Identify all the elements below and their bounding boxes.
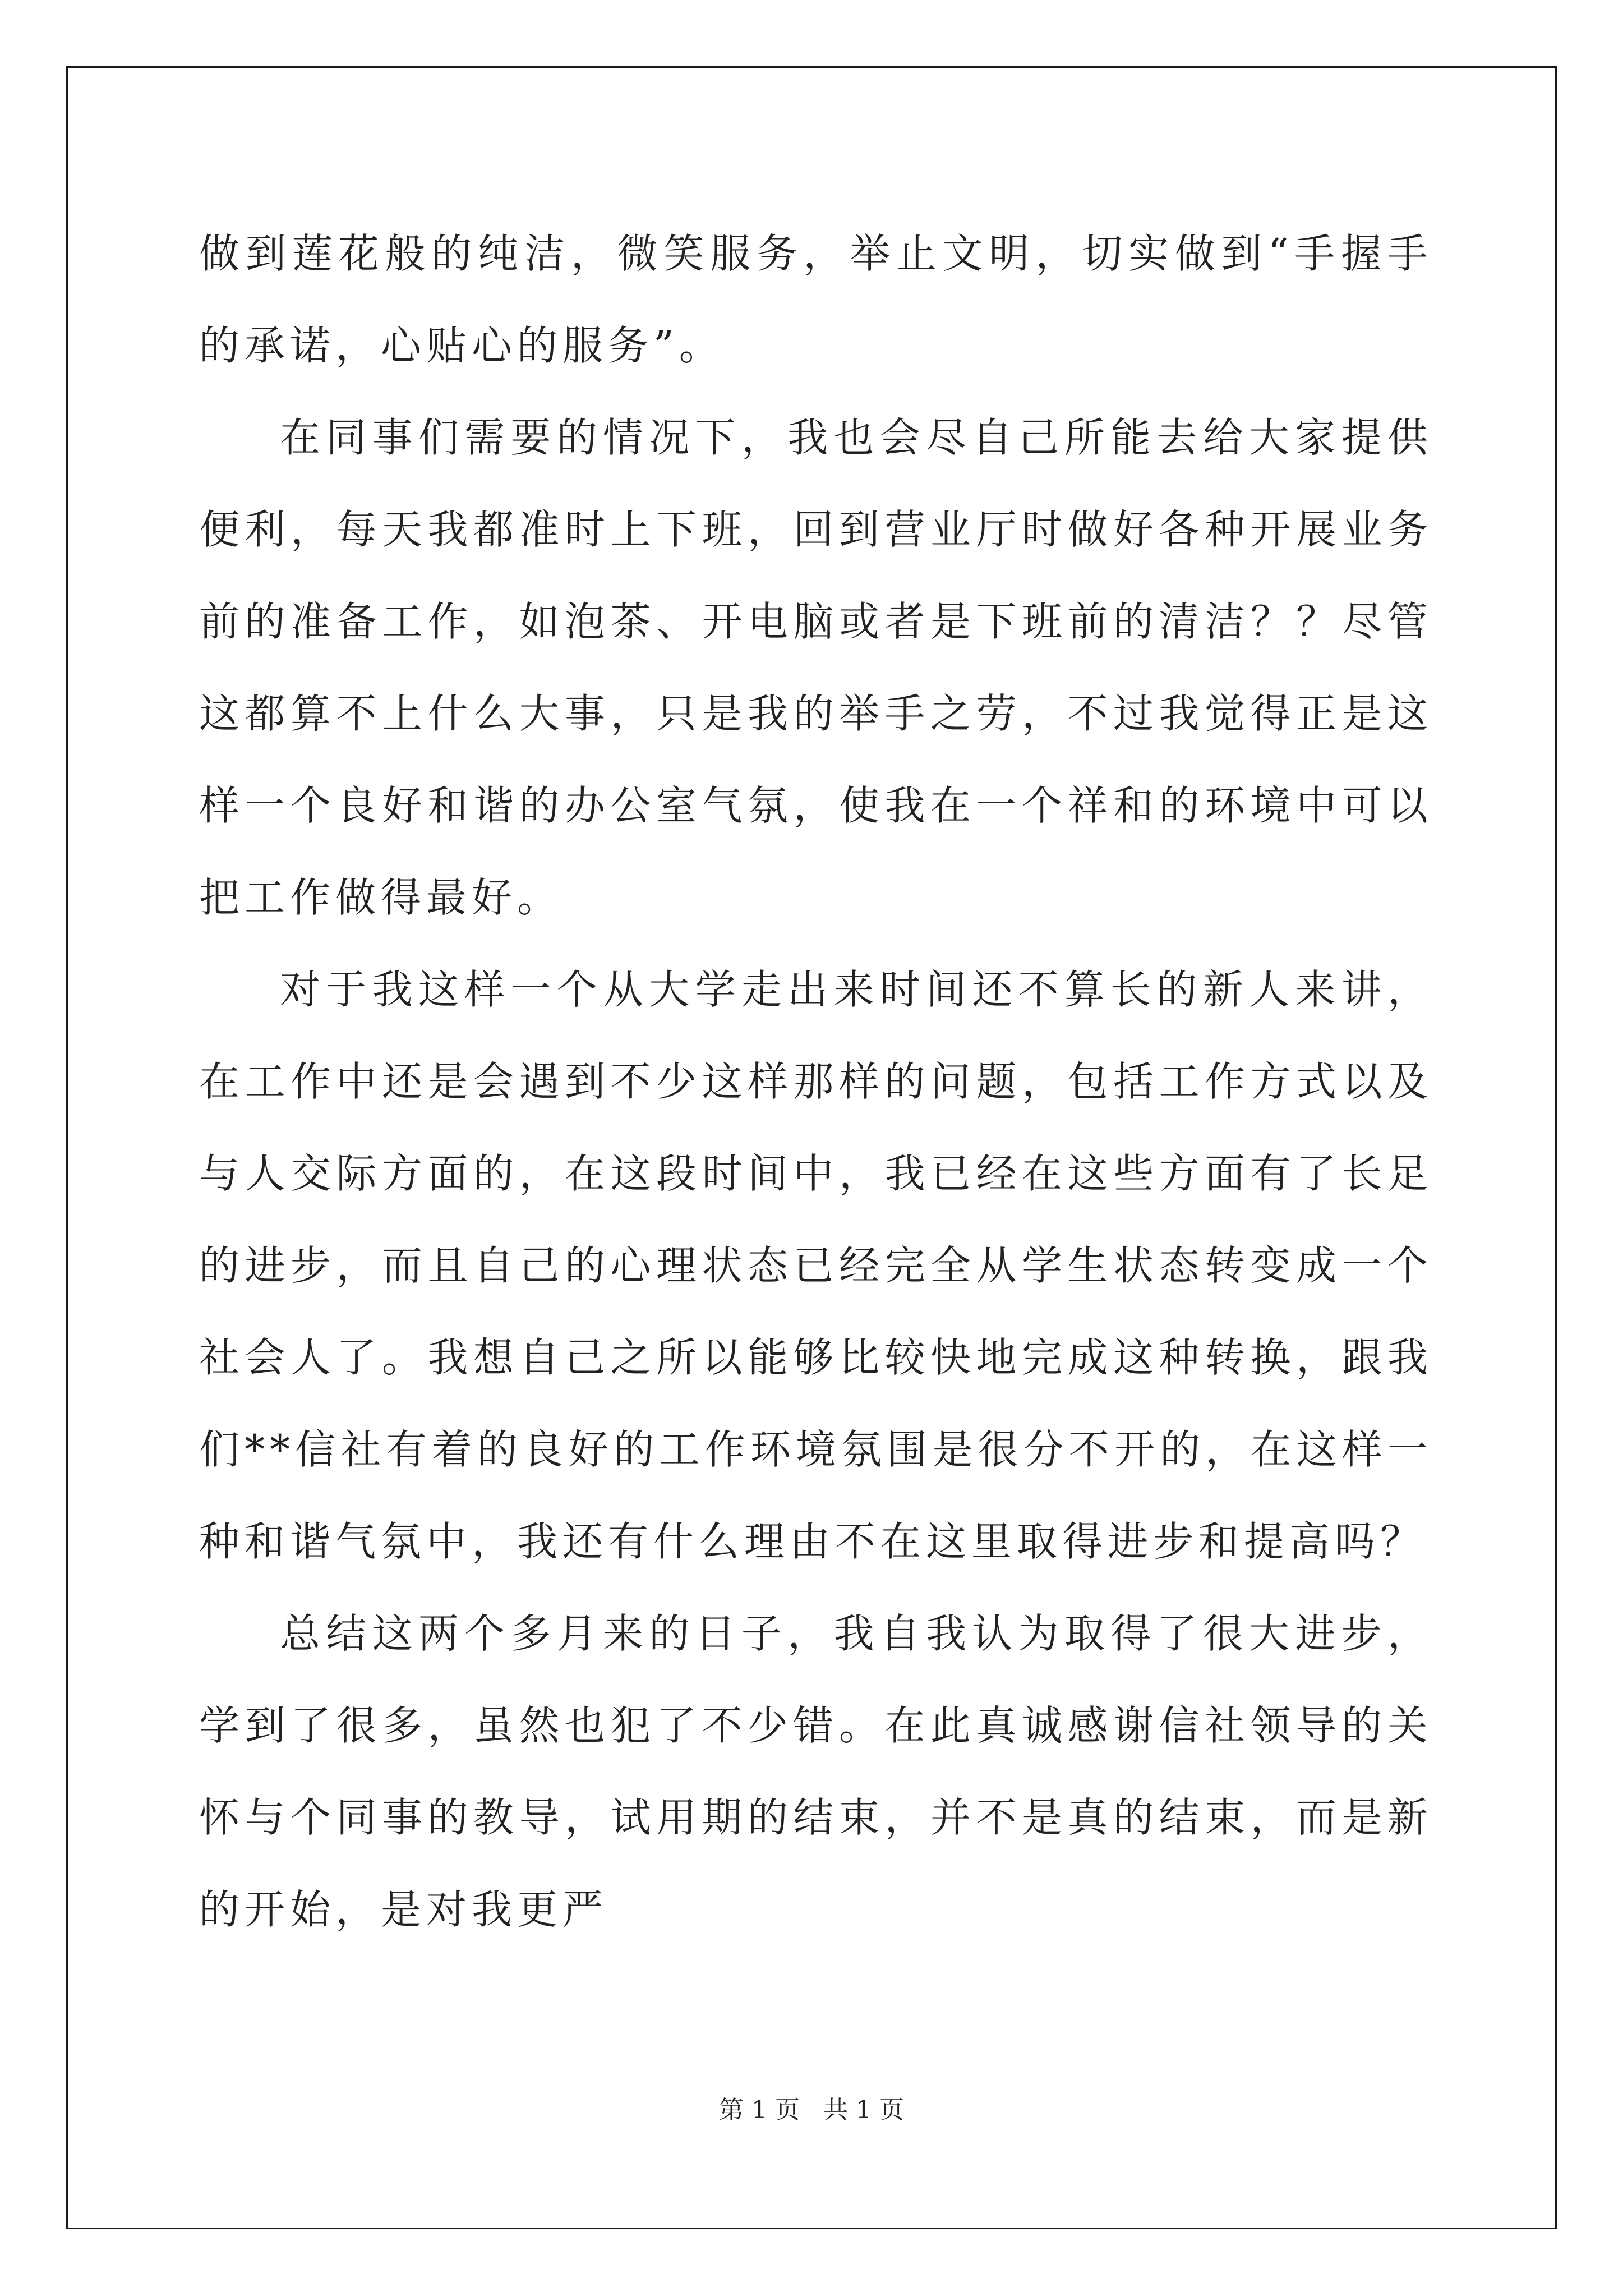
paragraph-2: 在同事们需要的情况下，我也会尽自己所能去给大家提供便利，每天我都准时上下班，回到营业厅时做好各种开展业务前的准备工作，如泡茶、开电脑或者是下班前的清洁？？尽管这都算不上什么大事，只是我的举手之劳，不过我觉得正是这样一个良好和谐的办公室气氛，使我在一个祥和的环境中可以把工作做得最好。: [199, 414, 1433, 921]
page-number-footer: 第 1 页 共 1 页: [719, 2096, 904, 2124]
document-body: [199, 208, 1433, 1955]
paragraph-3: 对于我这样一个从大学走出来时间还不算长的新人来讲，在工作中还是会遇到不少这样那样的问题，包括工作方式以及与人交际方面的，在这段时间中，我已经在这些方面有了长足的进步，而且自己的心理状态已经完全从学生状态转变成一个社会人了。我想自己之所以能够比较快地完成这种转换，跟我们**信社有着的良好的工作环境氛围是很分不开的，在这样一种和谐气氛中，我还有什么理由不在这里取得进步和提高吗？: [199, 966, 1433, 1565]
paragraph-1: 做到莲花般的纯洁，微笑服务，举止文明，切实做到“手握手的承诺，心贴心的服务”。: [199, 230, 1433, 369]
paragraph-4: 总结这两个多月来的日子，我自我认为取得了很大进步，学到了很多，虽然也犯了不少错。在此真诚感谢信社领导的关怀与个同事的教导，试用期的结束，并不是真的结束，而是新的开始，是对我更严: [199, 1610, 1433, 1933]
